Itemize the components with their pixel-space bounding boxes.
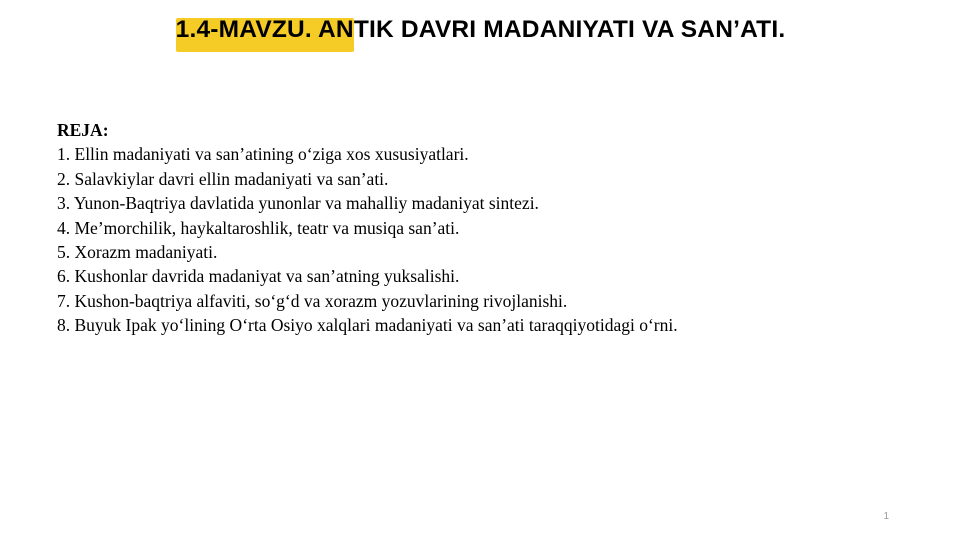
page-title	[174, 16, 788, 44]
slide-title-container	[0, 16, 961, 44]
list-item: 7. Kushon-baqtriya alfaviti, so‘g‘d va xorazm yozuvlarining rivojlanishi.	[57, 290, 568, 311]
list-item: 2. Salavkiylar davri ellin madaniyati va san’ati.	[57, 168, 389, 189]
list-item: 6. Kushonlar davrida madaniyat va san’atning yuksalishi.	[57, 266, 460, 287]
list-item: 3. Yunon-Baqtriya davlatida yunonlar va mahalliy madaniyat sintezi.	[57, 193, 539, 214]
list-item: 8. Buyuk Ipak yo‘lining O‘rta Osiyo xalqlari madaniyati va san’ati taraqqiyotidagi o‘rni.	[57, 315, 678, 336]
list-item: 1. Ellin madaniyati va san’atining o‘ziga xos xususiyatlari.	[57, 144, 469, 165]
list-item: 4. Me’morchilik, haykaltaroshlik, teatr va musiqa san’ati.	[57, 217, 460, 238]
page-number: 1	[883, 511, 889, 522]
title-highlighted-text: 1.4-MAVZU.	[175, 16, 312, 43]
slide-body	[57, 118, 857, 338]
title-rest-text: ANTIK DAVRI MADANIYATI VA SAN’ATI.	[311, 16, 786, 43]
list-item: 5. Xorazm madaniyati.	[57, 242, 218, 263]
reja-list	[57, 142, 857, 337]
reja-heading: REJA:	[57, 120, 109, 140]
